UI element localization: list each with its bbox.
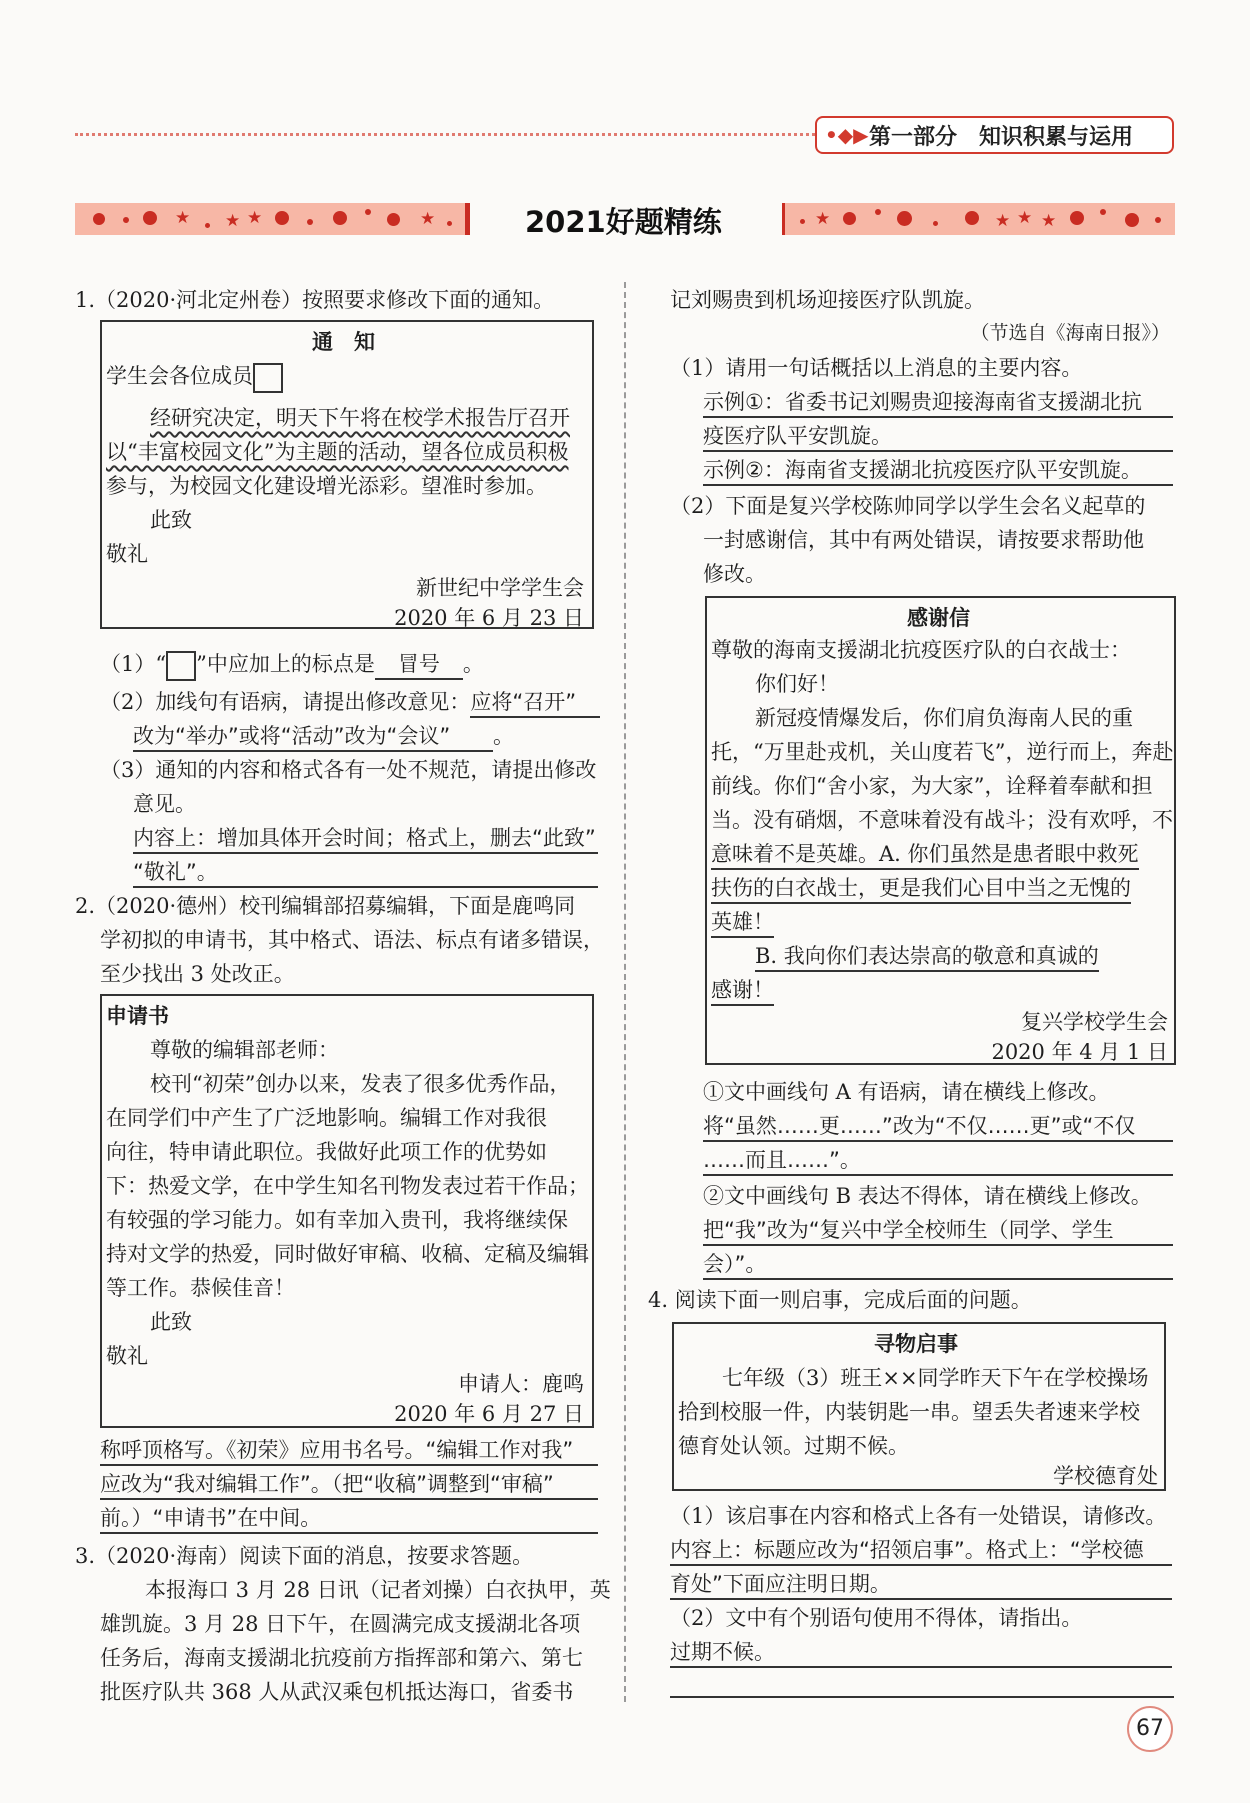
letter-title: 申请书 <box>106 1004 169 1028</box>
dot-icon <box>843 212 856 225</box>
section-title: 2021好题精练 <box>525 205 722 239</box>
dot-icon <box>1070 211 1084 225</box>
page-number: 67 <box>1127 1706 1173 1752</box>
dot-icon <box>800 219 805 224</box>
news-source: （节选自《海南日报》） <box>970 322 1170 344</box>
letter-sender: 复兴学校学生会 <box>1021 1010 1168 1034</box>
q1-sub1-end: 。 <box>462 652 484 676</box>
letter-line: 校刊“初荣”创办以来，发表了很多优秀作品， <box>150 1072 571 1096</box>
column-divider <box>624 282 626 1702</box>
answer-field[interactable]: 称呼顶格写。《初荣》应用书名号。“编辑工作对我” <box>100 1434 598 1466</box>
answer-field[interactable]: ……而且……”。 <box>703 1144 1173 1176</box>
letter-line: 持对文学的热爱，同时做好审稿、收稿、定稿及编辑 <box>106 1242 589 1266</box>
part-badge <box>815 116 1174 154</box>
dot-icon <box>143 211 157 225</box>
part-label: 第一部分 知识积累与运用 <box>869 125 1134 150</box>
notice-body-line <box>106 436 568 466</box>
dot-icon <box>93 213 105 225</box>
letter-line: 托，“万里赴戎机，关山度若飞”，逆行而上，奔赴 <box>711 740 1174 764</box>
dot-icon <box>307 219 313 225</box>
q2-stem: 学初拟的申请书，其中格式、语法、标点有诸多错误， <box>100 928 604 952</box>
letter-line: 有较强的学习能力。如有幸加入贵刊，我将继续保 <box>106 1208 568 1232</box>
q1-sub3-line2: 意见。 <box>133 792 196 816</box>
q3-sub2: （2）下面是复兴学校陈帅同学以学生会名义起草的 <box>670 494 1146 518</box>
q2-stem: 2.（2020·德州）校刊编辑部招募编辑，下面是鹿鸣同 <box>75 894 576 918</box>
letter-sender: 申请人：鹿鸣 <box>458 1372 584 1396</box>
q1-sub2-prefix: （2）加线句有语病，请提出修改意见： <box>100 690 471 714</box>
notice-title: 通 知 <box>312 330 375 354</box>
dot-icon <box>333 211 347 225</box>
notice-title: 寻物启事 <box>874 1332 958 1356</box>
banner-divider <box>465 203 470 235</box>
underlined-sentence-b: 感谢！ <box>711 974 774 1006</box>
star-icon: ★ <box>420 209 436 229</box>
star-icon: ★ <box>247 208 263 228</box>
star-icon: ★ <box>815 209 831 229</box>
q1-notice-box <box>100 320 594 629</box>
answer-field[interactable]: 冒号 <box>375 648 463 680</box>
answer-field[interactable]: 把“我”改为“复兴中学全校师生（同学、学生 <box>703 1214 1173 1246</box>
q3-sub2: 一封感谢信，其中有两处错误，请按要求帮助他 <box>703 528 1144 552</box>
letter-line: 等工作。恭候佳音！ <box>106 1276 295 1300</box>
letter-closing: 此致 <box>150 1310 192 1334</box>
notice-line: 德育处认领。过期不候。 <box>678 1434 909 1458</box>
globe-icon <box>965 211 979 225</box>
dot-icon <box>447 221 452 226</box>
answer-field[interactable]: 育处”下面应注明日期。 <box>670 1568 1172 1600</box>
arrow-icon: •◆▶ <box>825 123 869 147</box>
news-line: 任务后，海南支援湖北抗疫前方指挥部和第六、第七 <box>100 1646 583 1670</box>
wavy-underline-text: 以“丰富校园文化”为主题的活动，望各位成员积极 <box>106 440 569 464</box>
letter-line: 在同学们中产生了广泛地影响。编辑工作对我很 <box>106 1106 547 1130</box>
dot-icon <box>365 209 371 215</box>
q3-sub1: （1）请用一句话概括以上消息的主要内容。 <box>670 356 1083 380</box>
star-icon: ★ <box>225 211 241 231</box>
letter-salutation: 尊敬的编辑部老师： <box>150 1038 339 1062</box>
answer-field[interactable]: 改为“举办”或将“活动”改为“会议” <box>133 720 493 752</box>
q1-sub1-prefix: （1）“ <box>100 652 167 676</box>
notice-sender: 新世纪中学学生会 <box>416 576 584 600</box>
q1-sub2-end: 。 <box>493 724 514 748</box>
news-line: 批医疗队共 368 人从武汉乘包机抵达海口，省委书 <box>100 1680 574 1704</box>
star-icon: ★ <box>1041 211 1057 231</box>
q3-stem: 3.（2020·海南）阅读下面的消息，按要求答题。 <box>75 1544 534 1568</box>
globe-icon <box>275 211 289 225</box>
news-line: 本报海口 3 月 28 日讯（记者刘操）白衣执甲，英 <box>145 1578 611 1602</box>
notice-closing: 此致 <box>150 508 192 532</box>
notice-closing: 敬礼 <box>106 542 148 566</box>
letter-line: 向往，特申请此职位。我做好此项工作的优势如 <box>106 1140 547 1164</box>
letter-date: 2020 年 4 月 1 日 <box>991 1040 1168 1064</box>
answer-field[interactable]: 疫医疗队平安凯旋。 <box>703 420 1173 452</box>
dot-icon <box>1100 209 1106 215</box>
answer-field[interactable]: 应将“召开” <box>470 686 600 718</box>
dot-icon <box>123 217 129 223</box>
dot-icon <box>387 213 400 226</box>
notice-salutation-text: 学生会各位成员 <box>106 364 253 388</box>
answer-field[interactable]: 过期不候。 <box>670 1636 1172 1668</box>
q4-stem: 4. 阅读下面一则启事，完成后面的问题。 <box>648 1288 1032 1312</box>
underlined-sentence-a: 扶伤的白衣战士，更是我们心目中当之无愧的 <box>711 872 1131 904</box>
letter-date: 2020 年 6 月 27 日 <box>394 1402 584 1426</box>
q4-sub1: （1）该启事在内容和格式上各有一处错误，请修改。 <box>670 1504 1167 1528</box>
q1-sub2 <box>100 686 600 718</box>
dot-icon <box>897 211 912 226</box>
notice-sender: 学校德育处 <box>1053 1464 1158 1488</box>
dot-icon <box>205 223 210 228</box>
q3-sub-b: ②文中画线句 B 表达不得体，请在横线上修改。 <box>703 1184 1152 1208</box>
answer-field[interactable]: 会）”。 <box>703 1248 1173 1280</box>
dot-icon <box>933 221 938 226</box>
answer-field[interactable]: 前。）“申请书”在中间。 <box>100 1502 598 1534</box>
q2-stem: 至少找出 3 处改正。 <box>100 962 295 986</box>
q2-letter-box <box>100 994 594 1428</box>
letter-line: 当。没有硝烟，不意味着没有战斗；没有欢呼，不 <box>711 808 1173 832</box>
notice-body-line <box>150 402 570 432</box>
underlined-sentence-b: B. 我向你们表达崇高的敬意和真诚的 <box>755 940 1099 972</box>
q1-sub3: （3）通知的内容和格式各有一处不规范，请提出修改 <box>100 758 597 782</box>
answer-field[interactable]: 内容上：增加具体开会时间；格式上，删去“此致” <box>133 822 598 854</box>
star-icon: ★ <box>995 211 1011 231</box>
dot-icon <box>1125 213 1139 227</box>
q3-letter-box <box>705 596 1176 1065</box>
underlined-sentence-a: 意味着不是英雄。A. 你们虽然是患者眼中救死 <box>711 838 1139 870</box>
star-icon: ★ <box>175 208 191 228</box>
answer-field[interactable]: 示例①：省委书记刘赐贵迎接海南省支援湖北抗 <box>703 386 1173 418</box>
letter-line: 前线。你们“舍小家，为大家”，诠释着奉献和担 <box>711 774 1153 798</box>
banner-right <box>785 203 1175 235</box>
blank-box[interactable] <box>253 363 283 393</box>
q4-notice-box <box>672 1322 1166 1491</box>
q3-sub-a: ①文中画线句 A 有语病，请在横线上修改。 <box>703 1080 1110 1104</box>
q1-stem: 1.（2020·河北定州卷）按照要求修改下面的通知。 <box>75 288 555 312</box>
letter-line: 新冠疫情爆发后，你们肩负海南人民的重 <box>755 706 1133 730</box>
underlined-sentence-a: 英雄！ <box>711 906 774 938</box>
news-line: 雄凯旋。3 月 28 日下午，在圆满完成支援湖北各项 <box>100 1612 581 1636</box>
q1-sub2-line2 <box>133 720 514 752</box>
notice-line: 拾到校服一件，内装钥匙一串。望丢失者速来学校 <box>678 1400 1140 1424</box>
dot-icon <box>1155 217 1161 223</box>
answer-field[interactable]: 应改为“我对编辑工作”。（把“收稿”调整到“审稿” <box>100 1468 598 1500</box>
notice-line: 七年级（3）班王××同学昨天下午在学校操场 <box>722 1366 1149 1390</box>
answer-field[interactable]: 示例②：海南省支援湖北抗疫医疗队平安凯旋。 <box>703 454 1173 486</box>
q3-sub2: 修改。 <box>703 562 766 586</box>
q1-sub1 <box>100 648 484 681</box>
q4-sub2: （2）文中有个别语句使用不得体，请指出。 <box>670 1606 1083 1630</box>
letter-line: 下：热爱文学，在中学生知名刊物发表过若干作品； <box>106 1174 589 1198</box>
banner-left <box>75 203 470 235</box>
answer-field[interactable]: 内容上：标题应改为“招领启事”。格式上：“学校德 <box>670 1534 1172 1566</box>
q1-sub1-suffix: ”中应加上的标点是 <box>196 652 375 676</box>
notice-date: 2020 年 6 月 23 日 <box>394 606 584 630</box>
letter-greeting: 你们好！ <box>755 672 839 696</box>
dot-icon <box>875 209 881 215</box>
star-icon: ★ <box>1017 208 1033 228</box>
blank-box <box>166 651 196 681</box>
answer-field[interactable]: 将“虽然……更……”改为“不仅……更”或“不仅 <box>703 1110 1173 1142</box>
header-dotted-rule <box>75 133 815 136</box>
answer-field[interactable]: “敬礼”。 <box>133 856 598 888</box>
notice-body-line: 参与，为校园文化建设增光添彩。望准时参加。 <box>106 474 547 498</box>
news-line: 记刘赐贵到机场迎接医疗队凯旋。 <box>670 288 985 312</box>
blank-answer-line[interactable] <box>670 1696 1174 1698</box>
letter-salutation: 尊敬的海南支援湖北抗疫医疗队的白衣战士： <box>711 638 1131 662</box>
letter-title: 感谢信 <box>907 606 970 630</box>
notice-salutation <box>106 360 283 393</box>
wavy-underline-text: 经研究决定，明天下午将在校学术报告厅召开 <box>150 406 570 430</box>
letter-closing: 敬礼 <box>106 1344 148 1368</box>
